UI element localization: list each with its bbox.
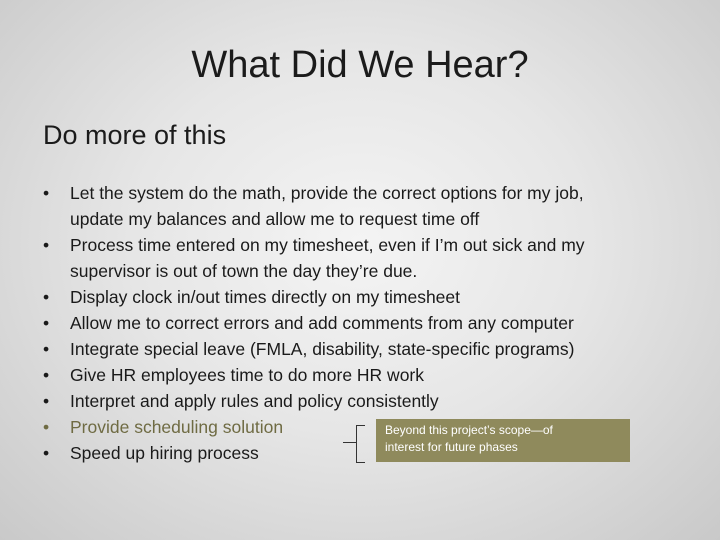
bullet-icon: • bbox=[43, 417, 50, 437]
list-item bbox=[43, 310, 693, 336]
bullet-text-line: supervisor is out of town the day they’re due. bbox=[70, 261, 418, 281]
bracket-connector bbox=[343, 442, 357, 443]
list-item bbox=[43, 362, 693, 388]
bullet-icon: • bbox=[43, 443, 50, 463]
bullet-icon: • bbox=[43, 183, 50, 203]
bullet-text-line: Give HR employees time to do more HR work bbox=[70, 365, 424, 385]
bullet-text-line: update my balances and allow me to request time off bbox=[70, 209, 480, 229]
bullet-text-line: Allow me to correct errors and add comments from any computer bbox=[70, 313, 574, 333]
bullet-text-line: Interpret and apply rules and policy consistently bbox=[70, 391, 439, 411]
bullet-icon: • bbox=[43, 339, 50, 359]
bullet-icon: • bbox=[43, 235, 50, 255]
list-item bbox=[43, 284, 693, 310]
note-text-line: Beyond this project’s scope—of bbox=[385, 423, 553, 437]
scope-note-callout bbox=[376, 419, 630, 462]
bullet-text-line: Process time entered on my timesheet, even if I’m out sick and my bbox=[70, 235, 585, 255]
note-text-line: interest for future phases bbox=[385, 440, 518, 454]
slide-subtitle: Do more of this bbox=[43, 120, 227, 150]
bullet-text-line: Integrate special leave (FMLA, disability, state-specific programs) bbox=[70, 339, 575, 359]
list-item bbox=[43, 232, 693, 284]
slide-title: What Did We Hear? bbox=[191, 44, 529, 86]
bullet-icon: • bbox=[43, 365, 50, 385]
bullet-text-line: Display clock in/out times directly on my timesheet bbox=[70, 287, 460, 307]
bullet-icon: • bbox=[43, 287, 50, 307]
bracket-icon bbox=[356, 425, 365, 463]
bullet-text-line: Provide scheduling solution bbox=[70, 417, 284, 437]
list-item bbox=[43, 336, 693, 362]
bullet-text-line: Speed up hiring process bbox=[70, 443, 259, 463]
bullet-text-line: Let the system do the math, provide the correct options for my job, bbox=[70, 183, 584, 203]
bullet-icon: • bbox=[43, 313, 50, 333]
list-item bbox=[43, 180, 693, 232]
bullet-icon: • bbox=[43, 391, 50, 411]
list-item bbox=[43, 388, 693, 414]
